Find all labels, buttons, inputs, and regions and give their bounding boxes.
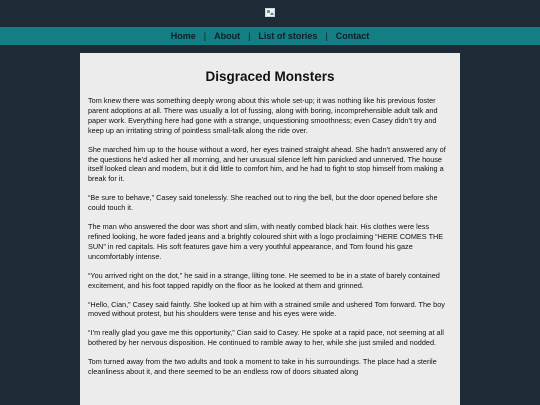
- story-paragraph: “Hello, Cian,” Casey said faintly. She looked up at him with a strained smile and ushered Tom forward. The boy moved without protest, but his shoulders were tense and his eyes were wide.: [88, 299, 445, 319]
- story-body: [88, 96, 452, 377]
- story-paragraph: Tom knew there was something deeply wrong about this whole set-up; it was nothing like his previous foster parent adoptions at all. There was usually a lot of fussing, along with boring, incomprehensible adult talk and paper work. Everything here had gone with a strange, unquestioning smoothness; even Casey didn’t try and keep up an irritating string of pointless small-talk along the ride over.: [88, 96, 438, 135]
- nav-separator: |: [325, 31, 328, 41]
- story-paragraph: She marched him up to the house without a word, her eyes trained straight ahead. She hadn’t answered any of the questions he’d asked her all morning, and her unusual silence left him panicked and unnerved. The house itself looked clean and modern, but it did little to comfort him, and he had to fight to stop himself from making a break for it.: [88, 144, 446, 184]
- broken-image-icon: [265, 8, 275, 17]
- story-title: Disgraced Monsters: [205, 69, 335, 84]
- nav-separator: |: [248, 31, 251, 41]
- nav-home-link[interactable]: Home: [170, 31, 196, 41]
- story-paragraph: “You arrived right on the dot,” he said in a strange, lilting tone. He seemed to be in a state of barely contained excitement, and his foot tapped rapidly on the floor as he looked at them and grinned.: [88, 270, 440, 290]
- nav-about-link[interactable]: About: [214, 31, 241, 41]
- story-paragraph: “I’m really glad you gave me this opportunity,” Cian said to Casey. He spoke at a rapid pace, not seeming at all bothered by her nervous disposition. He continued to ramble away to her, while she just smiled and nodded.: [88, 328, 444, 348]
- story-paragraph: The man who answered the door was short and slim, with neatly combed black hair. His clothes were less refined looking, he wore faded jeans and a brightly coloured shirt with a logo proclaiming “HERE COMES THE SUN” in red capitals. His soft features gave him a very youthful appearance, and Tom found his gaze uncomfortably intense.: [88, 222, 444, 261]
- main-nav: [0, 27, 540, 45]
- story-paragraph: “Be sure to behave,” Casey said tonelessly. She reached out to ring the bell, but the door opened before she could touch it.: [88, 193, 438, 213]
- nav-list-of-stories-link[interactable]: List of stories: [258, 31, 318, 41]
- header-banner: [0, 0, 540, 27]
- story-content: [80, 53, 460, 405]
- story-paragraph: Tom turned away from the two adults and took a moment to take in his surroundings. The place had a sterile cleanliness about it, and there seemed to be an endless row of doors situated along: [88, 357, 437, 377]
- nav-contact-link[interactable]: Contact: [335, 31, 370, 41]
- nav-separator: |: [203, 31, 207, 41]
